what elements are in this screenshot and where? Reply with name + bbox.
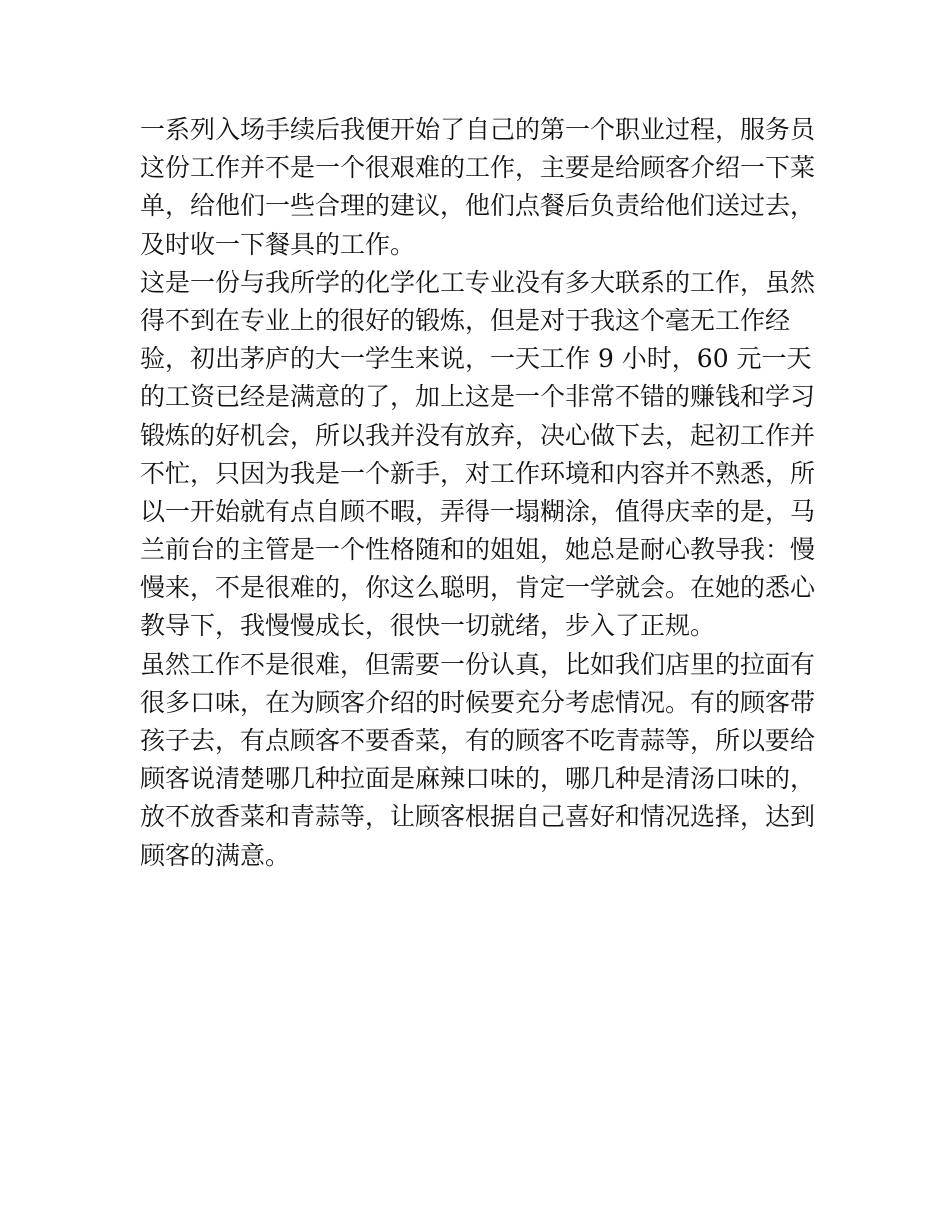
- text-line: 锻炼的好机会，所以我并没有放弃，决心做下去，起初工作并: [140, 420, 816, 450]
- text-line: 不忙，只因为我是一个新手，对工作环境和内容并不熟悉，所: [140, 458, 816, 488]
- text-line: 孩子去，有点顾客不要香菜，有的顾客不吃青蒜等，所以要给: [140, 726, 816, 755]
- body-text: [140, 111, 820, 875]
- text-line: 顾客的满意。: [140, 840, 291, 870]
- text-line: 慢来，不是很难的，你这么聪明，肯定一学就会。在她的悉心: [140, 573, 816, 603]
- text-line: 这份工作并不是一个很艰难的工作，主要是给顾客介绍一下菜: [140, 153, 816, 183]
- text-line: 教导下，我慢慢成长，很快一切就绪，步入了正规。: [140, 611, 716, 641]
- text-line: 放不放香菜和青蒜等，让顾客根据自己喜好和情况选择，达到: [140, 802, 816, 832]
- text-line: 顾客说清楚哪几种拉面是麻辣口味的，哪几种是清汤口味的，: [140, 764, 816, 794]
- text-line: 的工资已经是满意的了，加上这是一个非常不错的赚钱和学习: [140, 382, 816, 412]
- text-line: 兰前台的主管是一个性格随和的姐姐，她总是耐心教导我：慢: [140, 535, 816, 565]
- text-line: 虽然工作不是很难，但需要一份认真，比如我们店里的拉面有: [140, 649, 816, 679]
- text-line: 这是一份与我所学的化学化工专业没有多大联系的工作，虽然: [140, 267, 816, 297]
- text-line: 以一开始就有点自顾不暇，弄得一塌糊涂，值得庆幸的是，马: [140, 496, 816, 526]
- text-line: 得不到在专业上的很好的锻炼，但是对于我这个毫无工作经: [140, 305, 791, 335]
- text-line: 一系列入场手续后我便开始了自己的第一个职业过程，服务员: [140, 115, 816, 144]
- text-line: 验，初出茅庐的大一学生来说，一天工作 9 小时，60 元一天: [140, 344, 812, 374]
- text-line: 很多口味，在为顾客介绍的时候要充分考虑情况。有的顾客带: [140, 687, 816, 717]
- text-line: 单，给他们一些合理的建议，他们点餐后负责给他们送过去，: [140, 191, 816, 221]
- text-line: 及时收一下餐具的工作。: [140, 229, 416, 259]
